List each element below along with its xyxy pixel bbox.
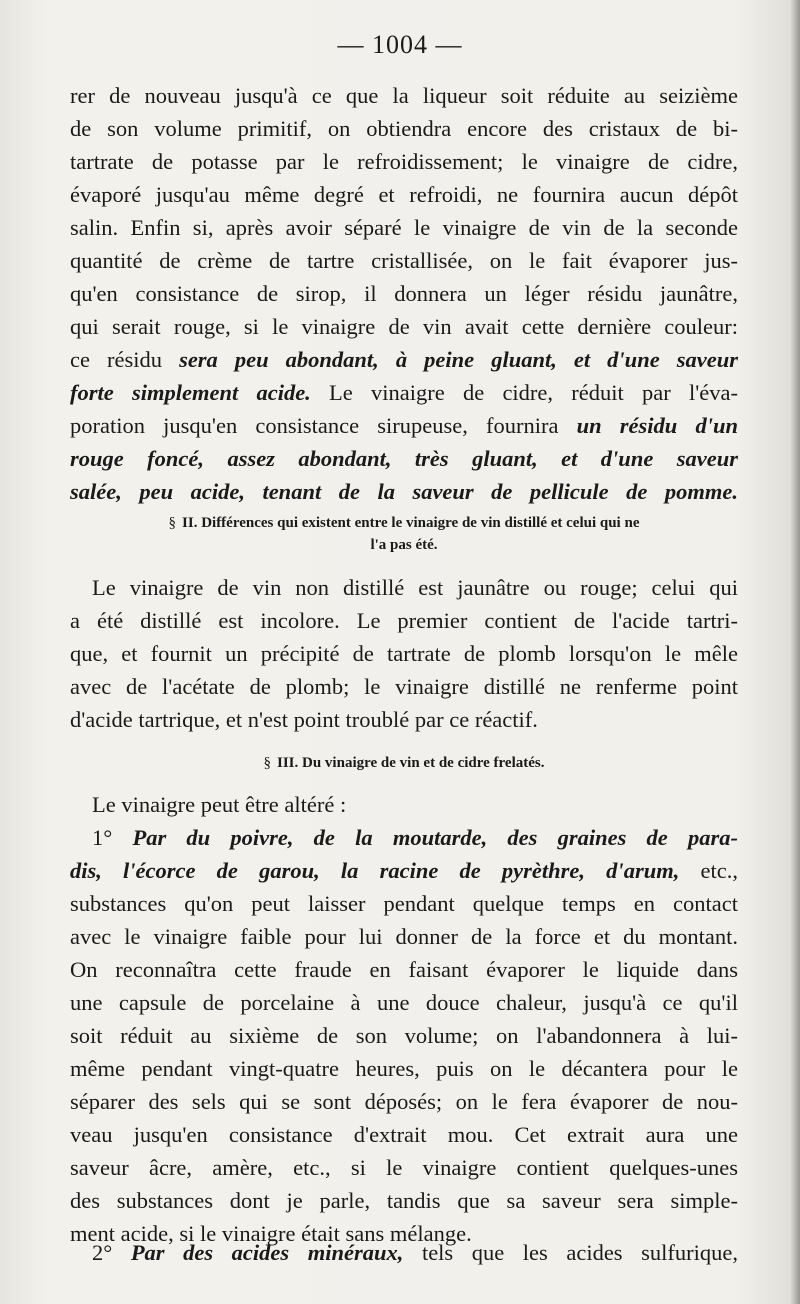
text-run: poration jusqu'en consistance sirupeuse, fournira [70, 413, 577, 438]
text-line: quantité de crème de tartre cristallisée, on le fait évaporer jus- [70, 248, 738, 273]
text-line: que, et fournit un précipité de tartrate de plomb lorsqu'on le mêle [70, 641, 738, 666]
italic-run: dis, l'écorce de garou, la racine de pyrèthre, d'arum, [70, 858, 680, 883]
text-line: d'acide tartrique, et n'est point troublé par ce réactif. [70, 707, 538, 732]
text-line: une capsule de porcelaine à une douce chaleur, jusqu'à ce qu'il [70, 990, 738, 1015]
text-line: de son volume primitif, on obtiendra encore des cristaux de bi- [70, 116, 738, 141]
text-line: même pendant vingt-quatre heures, puis on le décantera pour le [70, 1056, 738, 1081]
text-line: des substances dont je parle, tandis que sa saveur sera simple- [70, 1188, 738, 1213]
text-line: qui serait rouge, si le vinaigre de vin avait cette dernière couleur: [70, 314, 738, 339]
text-line: avec le vinaigre faible pour lui donner de la force et du montant. [70, 924, 738, 949]
text-line: salin. Enfin si, après avoir séparé le vinaigre de vin de la seconde [70, 215, 738, 240]
text-line: ment acide, si le vinaigre était sans mélange. [70, 1221, 472, 1246]
section-heading-line [70, 512, 738, 534]
text-line: salée, peu acide, tenant de la saveur de pellicule de pomme. [70, 479, 738, 504]
paragraph-1 [70, 79, 738, 508]
page-number: — 1004 — [337, 30, 463, 59]
text-line [70, 821, 738, 854]
text-line: évaporé jusqu'au même degré et refroidi, ne fournira aucun dépôt [70, 182, 738, 207]
text-line: qu'en consistance de sirop, il donnera un léger résidu jaunâtre, [70, 281, 738, 306]
italic-run: Par du poivre, de la moutarde, des graines de para- [132, 825, 738, 850]
text-line [70, 376, 738, 409]
text-line [70, 409, 738, 442]
text-line [70, 343, 738, 376]
section-heading-text: III. Du vinaigre de vin et de cidre frelatés. [277, 755, 545, 771]
text-line: veau jusqu'en consistance d'extrait mou. Cet extrait aura une [70, 1122, 738, 1147]
text-run: 2° [92, 1240, 131, 1265]
section-heading-line: l'a pas été. [370, 537, 438, 553]
paragraph-2 [70, 571, 738, 736]
text-line: On reconnaîtra cette fraude en faisant évaporer le liquide dans [70, 957, 738, 982]
text-run: tels que les acides sulfurique, [403, 1240, 738, 1265]
text-run: etc., [679, 858, 738, 883]
text-run: 1° [92, 825, 133, 850]
text-line: tartrate de potasse par le refroidissement; le vinaigre de cidre, [70, 149, 738, 174]
text-line [70, 854, 738, 887]
text-line: Le vinaigre peut être altéré : [92, 792, 347, 817]
paragraph-3 [70, 788, 738, 1250]
text-line: séparer des sels qui se sont déposés; on le fera évaporer de nou- [70, 1089, 738, 1114]
paragraph-4 [70, 1236, 738, 1269]
text-run: ce résidu [70, 347, 180, 372]
section-symbol: § [168, 515, 177, 531]
text-line: rer de nouveau jusqu'à ce que la liqueur soit réduite au seizième [70, 83, 738, 108]
text-line: soit réduit au sixième de son volume; on l'abandonnera à lui- [70, 1023, 738, 1048]
text-line: a été distillé est incolore. Le premier contient de l'acide tartri- [70, 608, 738, 633]
italic-run: un résidu d'un [576, 413, 738, 438]
text-line: Le vinaigre de vin non distillé est jaunâtre ou rouge; celui qui [92, 575, 738, 600]
italic-run: Par des acides minéraux, [130, 1240, 404, 1265]
text-run: Le vinaigre de cidre, réduit par l'éva- [310, 380, 738, 405]
text-line: rouge foncé, assez abondant, très gluant, et d'une saveur [70, 446, 738, 471]
text-line [70, 1236, 738, 1269]
italic-run: sera peu abondant, à peine gluant, et d'une saveur [179, 347, 738, 372]
italic-run: forte simplement acide. [70, 380, 311, 405]
text-line: substances qu'on peut laisser pendant quelque temps en contact [70, 891, 738, 916]
text-line: avec de l'acétate de plomb; le vinaigre distillé ne renferme point [70, 674, 738, 699]
section-heading-3 [70, 752, 738, 774]
section-heading-2 [70, 512, 738, 556]
section-symbol: § [263, 755, 271, 771]
section-heading-text: II. Différences qui existent entre le vinaigre de vin distillé et celui qui ne [182, 515, 640, 531]
page-edge-shadow [790, 0, 800, 1304]
text-line: saveur âcre, amère, etc., si le vinaigre contient quelques-unes [70, 1155, 738, 1180]
section-heading-line [70, 752, 738, 774]
